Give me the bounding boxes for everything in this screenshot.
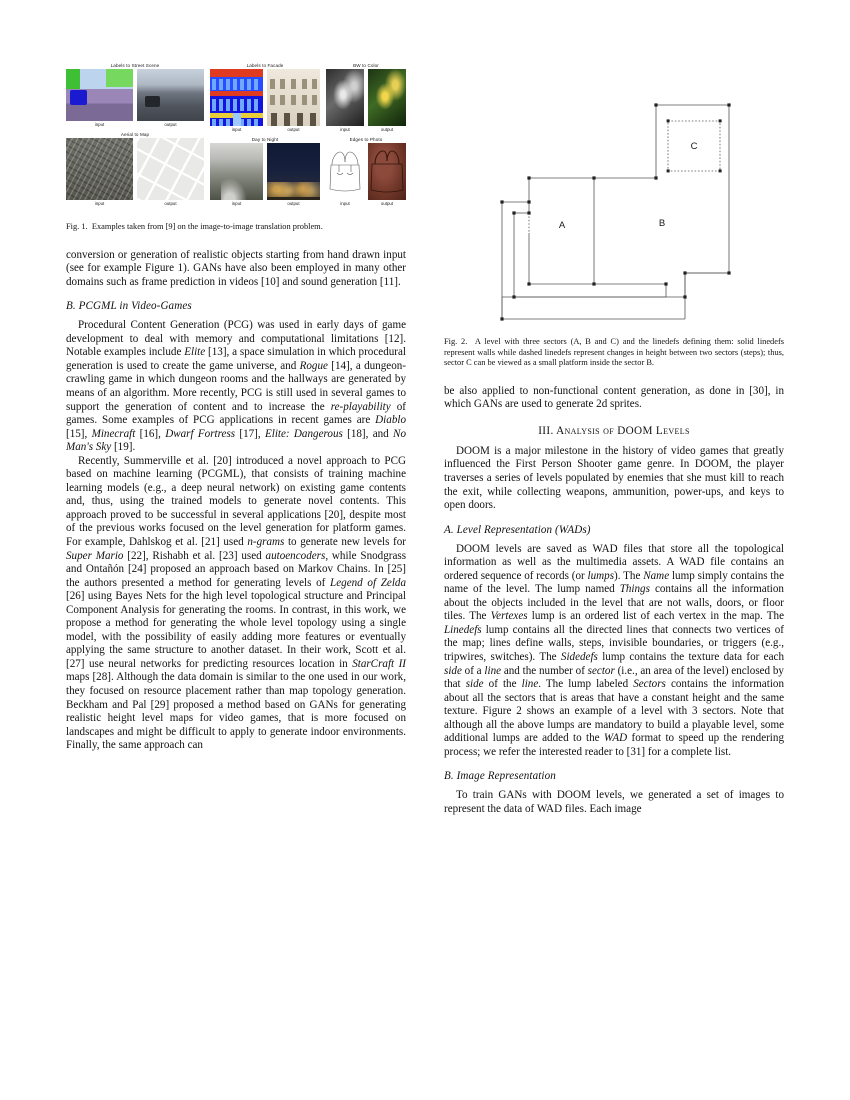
panel-output-label: output (380, 127, 394, 132)
t: lump is an ordered list of each vertex in the map. The (527, 610, 784, 623)
right-para-continued: be also applied to non-functional content generation, as done in [30], in which GANs are used to generate 2d sprites. (444, 384, 784, 411)
sector-label-b: B (658, 218, 666, 229)
left-para-pcg-2 (66, 455, 406, 753)
left-para-pcg-1 (66, 319, 406, 454)
t: Diablo (375, 414, 406, 427)
figure1-panel-day-to-night (210, 137, 320, 210)
t: autoencoders (265, 549, 326, 562)
figure-2-caption-label: Fig. 2. (444, 337, 468, 346)
t: contains all the information about the objects included in the level that are not walls, doors, or floor tiles. The (444, 583, 784, 623)
handbag-sketch-icon (326, 143, 364, 200)
figure1-panel-bw-to-color (326, 63, 406, 135)
figure-2-caption (444, 337, 784, 369)
t: WAD (603, 732, 628, 745)
t: [18], and (342, 427, 394, 440)
t: . The lump labeled (538, 678, 634, 691)
panel-input-label: input (231, 201, 242, 206)
t: , while Snodgrass and Ontañón [24] proposed an approach based on Markov Chains. In [25] the authors presented a method for generating levels of (66, 549, 407, 589)
vertex-group (500, 103, 730, 320)
sector-label-c: C (690, 141, 698, 152)
t: [15], (66, 427, 92, 440)
panel-input-label: input (94, 201, 105, 206)
panel-title: BW to Color (353, 63, 379, 68)
t: lumps (587, 569, 615, 582)
color-image (368, 69, 406, 126)
t: Recently, Summerville et al. [20] introduced a novel approach to PCG based on machine learning (PCGML), that consists of training machine learning models (e.g., a deep neural network) on existing game contents and, thus, using the trained models to generate novel contents. This approach proved to be successful in several applications [20], despite most of the previous works focused on the level generation for platform games. For example, Dahlskog et al. [21] used (66, 454, 406, 548)
panel-output-label: output (164, 122, 177, 127)
t: Name (643, 569, 670, 582)
doom-level-sectors-diagram (444, 58, 784, 330)
handbag-photo-image (368, 143, 406, 200)
t: Linedefs (444, 623, 482, 636)
t: of the (483, 678, 522, 691)
t: (i.e., an area of the level) enclosed by that (444, 664, 784, 691)
t: Elite (184, 346, 206, 359)
two-column-layout (66, 58, 784, 1048)
figure-1-caption-text: Examples taken from [9] on the image-to-image translation problem. (91, 222, 323, 231)
t: [17], (235, 427, 265, 440)
t: [26] using Bayes Nets for the high level topological structure and Principal Component Analysis for generating the rooms. In contrast, in this work, we propose a method for generating the whole level topology using a single model, with the possibility of easily adding more features or eventually applying the same structure to another dataset. In their work, Scott et al. [27] use neural networks for predicting resources location in (66, 590, 406, 670)
t: re-playability (330, 400, 391, 413)
t: Sidedefs (560, 650, 598, 663)
panel-output-label: output (164, 201, 177, 206)
t: [16], (135, 427, 166, 440)
t: Elite: Dangerous (264, 427, 343, 440)
t: Dwarf Fortress (165, 427, 236, 440)
t: line (521, 678, 539, 691)
right-para-image: To train GANs with DOOM levels, we generated a set of images to represent the data of WAD files. Each image (444, 789, 784, 815)
panel-title: Day to Night (251, 137, 279, 142)
panel-input-label: input (231, 127, 242, 132)
t: lump contains the texture data for each (597, 650, 785, 663)
right-para-doom: DOOM is a major milestone in the history of video games that greatly influenced the First Person Shooter game genre. In DOOM, the player traverses a series of levels populated by enemies that she must kill to reach the exit, while collecting weapons, ammunition, power-ups, and keys to open doors. (444, 444, 784, 512)
t: Things (619, 583, 650, 596)
panel-output-label: output (287, 201, 300, 206)
left-column (66, 58, 406, 1048)
facade-photo-image (267, 69, 320, 126)
t: StarCraft II (352, 657, 406, 670)
t: DOOM levels are saved as WAD files that store all the topological information as well as the multimedia assets. A WAD file contains an ordered sequence of records (or (444, 542, 784, 582)
figure-2-caption-text: A level with three sectors (A, B and C) and the linedefs defining them: solid linedefs represent walls while dashed linedefs represent changes in height between two sectors (steps); thus, sector C can be viewed as a small platform inside the sector B. (444, 337, 784, 368)
map-image (137, 138, 204, 200)
t: side (444, 664, 462, 677)
t: lump simply contains the name of the level. The lump named (444, 569, 784, 596)
t: format to speed up the rendering process; we refer the interested reader to [31] for a complete list. (444, 732, 784, 758)
section-iii-heading: III. Analysis of DOOM Levels (538, 424, 690, 437)
t: Minecraft (91, 427, 136, 440)
handbag-photo-detail (368, 143, 406, 200)
t: and the number of (501, 664, 588, 677)
subsection-a-level-representation: A. Level Representation (WADs) (444, 523, 591, 536)
panel-input-label: input (340, 201, 350, 206)
t: lump contains all the directed lines that connects two vertices of the map; lines define walls, steps, invisible boundaries, or triggers (e.g., tripwires, switches). The (444, 623, 784, 663)
t: Super Mario (66, 549, 124, 562)
bw-image (326, 69, 364, 126)
night-image (267, 143, 320, 200)
t: Legend of Zelda (330, 576, 406, 589)
right-column (444, 58, 784, 1048)
subsection-b-pcgml: B. PCGML in Video-Games (66, 300, 192, 313)
panel-input-label: input (340, 127, 350, 132)
t: to generate new levels for (284, 535, 406, 548)
panel-input-label: input (94, 122, 105, 127)
t: contains the information about all the sectors that is areas that have a constant height and the same texture. Figure 2 shows an example of a level with 3 sectors. Note that although all the above lumps are mandatory to build a playable level, some additional lumps are added to the (444, 678, 784, 745)
left-para-continued: conversion or generation of realistic objects starting from hand drawn input (see for example Figure 1). GANs have also been employed in many other domains such as frame prediction in videos [10] and sound generation [11]. (66, 248, 406, 288)
t: No Man's Sky (66, 427, 406, 454)
t: Procedural Content Generation (PCG) was used in early days of game development to deal with memory and computational limitations [12]. Notable examples include (66, 319, 406, 359)
t: Vertexes (490, 610, 528, 623)
t: [13], a space simulation in which procedural generation is used to create the game universe, and (66, 346, 406, 372)
subsection-b-image-representation: B. Image Representation (444, 770, 556, 783)
panel-title: Edges to Photo (349, 137, 383, 142)
t: line (484, 664, 502, 677)
t: side (465, 678, 484, 691)
facade-labels-image (210, 69, 263, 126)
t: Rogue (299, 359, 328, 372)
panel-title: Aerial to Map (120, 132, 150, 137)
t: [19]. (111, 441, 136, 454)
figure1-panel-labels-to-street-scene (66, 63, 204, 131)
t: [22], Rishabh et al. [23] used (123, 549, 266, 562)
panel-output-label: output (287, 127, 300, 132)
right-para-wad (444, 543, 784, 760)
t: ). The (614, 569, 644, 582)
t: sector (587, 664, 615, 677)
figure1-panel-edges-to-photo (326, 137, 406, 210)
edges-sketch-image (326, 143, 364, 200)
figure-1 (66, 60, 406, 215)
figure-1-caption (66, 222, 406, 233)
figure-2 (444, 58, 784, 330)
figure1-panel-labels-to-facade (210, 63, 320, 135)
figure1-panel-aerial-to-map (66, 132, 204, 210)
street-scene-labels-image (66, 69, 133, 121)
panel-title: Labels to Street Scene (110, 63, 160, 68)
t: maps [28]. Although the data domain is similar to the one used in our work, they focused on resource placement rather than map topology generation. Beckham and Pal [29] proposed a method based on GANs for generating realistic height level maps for video games, that is more focused on landscapes and might be difficult to apply to generate indoor environments. Finally, the same approach can (66, 671, 406, 752)
street-scene-photo-image (137, 69, 204, 121)
aerial-image (66, 138, 133, 200)
t: Sectors (633, 678, 666, 691)
t: n-grams (247, 535, 285, 548)
t: of games. Some examples of PCG applications in recent games are (66, 400, 406, 427)
t: of a (461, 664, 485, 677)
day-image (210, 143, 263, 200)
t: [14], a dungeon-crawling game in which dungeon rooms and the hallways are generated by means of an algorithm. More recently, PCG is still used in several games to support the generation of content and to increase the (66, 359, 406, 413)
linedef-wall-right-outer (656, 105, 729, 297)
panel-output-label: output (380, 201, 394, 206)
sector-label-a: A (558, 220, 566, 231)
panel-title: Labels to Facade (246, 63, 284, 68)
figure-1-caption-label: Fig. 1. (66, 222, 88, 231)
